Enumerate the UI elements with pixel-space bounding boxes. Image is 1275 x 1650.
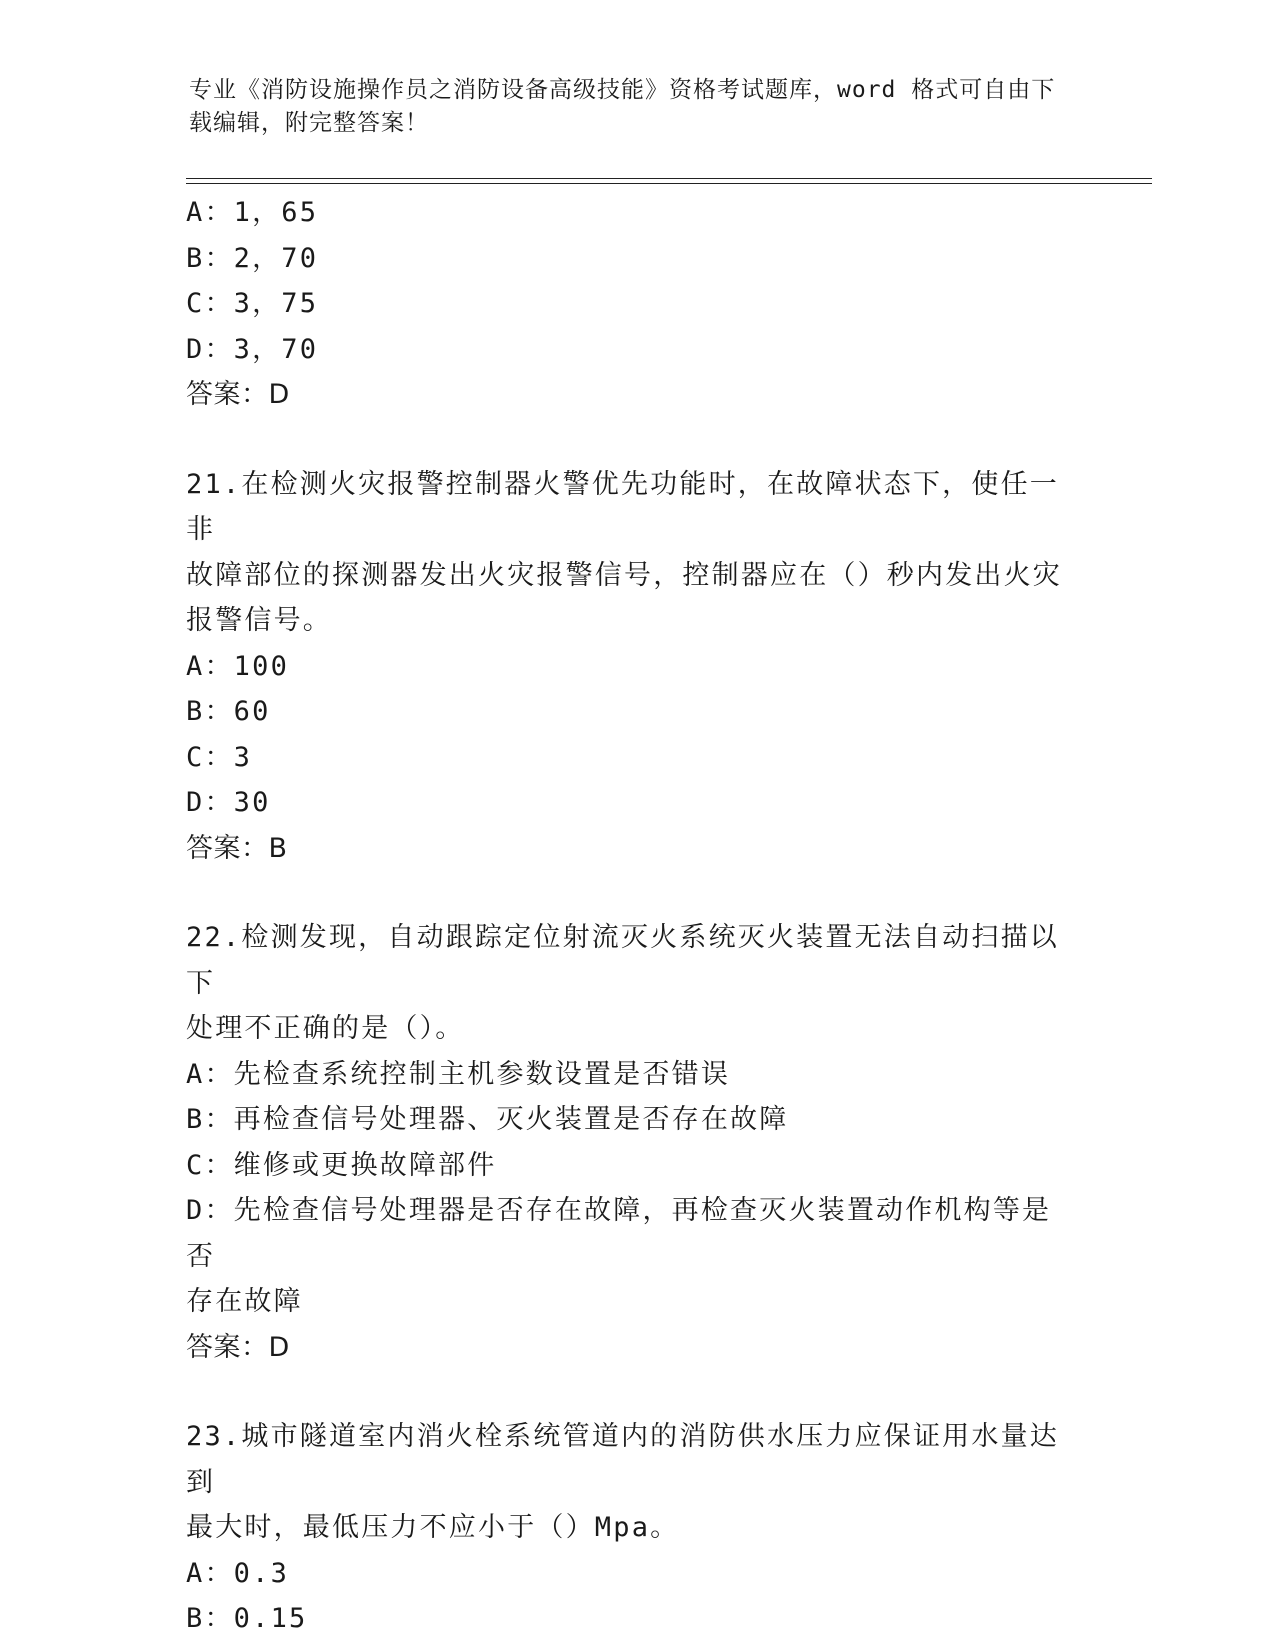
question-list	[186, 190, 1086, 1642]
option-b: B：0.15	[186, 1603, 308, 1634]
answer-line: 答案：D	[186, 379, 290, 410]
option-a: A：100	[186, 650, 290, 682]
question-block-22	[186, 915, 1086, 1370]
option-b: B：2，70	[186, 242, 319, 274]
option-c: C：3	[186, 741, 253, 773]
spacer	[186, 1370, 1086, 1414]
question-text: 22.检测发现，自动跟踪定位射流灭火系统灭火装置无法自动扫描以下 处理不正确的是（）。	[186, 922, 1059, 1044]
answer-line: 答案：B	[186, 832, 288, 864]
option-a: A：0.3	[186, 1557, 290, 1589]
question-text: 21.在检测火灾报警控制器火警优先功能时，在故障状态下，使任一非 故障部位的探测器发出火灾报警信号，控制器应在（）秒内发出火灾 报警信号。	[186, 468, 1062, 636]
option-b: B：60	[186, 696, 271, 727]
option-d: D：先检查信号处理器是否存在故障，再检查灭火装置动作机构等是否 存在故障	[186, 1195, 1052, 1317]
question-block-21	[186, 462, 1086, 872]
option-a: A：1，65	[186, 197, 319, 228]
option-d: D：30	[186, 787, 271, 818]
document-header	[189, 74, 1069, 140]
option-b: B：再检查信号处理器、灭火装置是否存在故障	[186, 1104, 789, 1135]
option-d: D：3，70	[186, 333, 319, 365]
option-c: C：维修或更换故障部件	[186, 1149, 497, 1181]
header-title-line-1: 专业《消防设施操作员之消防设备高级技能》资格考试题库，word 格式可自由下	[189, 77, 1056, 103]
question-block-20	[186, 190, 1086, 418]
header-divider-bottom	[186, 183, 1152, 184]
question-text: 23.城市隧道室内消火栓系统管道内的消防供水压力应保证用水量达到 最大时，最低压力不应小于（）Mpa。	[186, 1421, 1059, 1543]
question-block-23	[186, 1414, 1086, 1642]
answer-line: 答案：D	[186, 1331, 290, 1363]
spacer	[186, 418, 1086, 462]
spacer	[186, 871, 1086, 915]
header-divider-top	[186, 178, 1152, 179]
header-title-line-2: 载编辑，附完整答案！	[189, 110, 429, 136]
option-c: C：3，75	[186, 288, 319, 319]
option-a: A：先检查系统控制主机参数设置是否错误	[186, 1058, 731, 1090]
